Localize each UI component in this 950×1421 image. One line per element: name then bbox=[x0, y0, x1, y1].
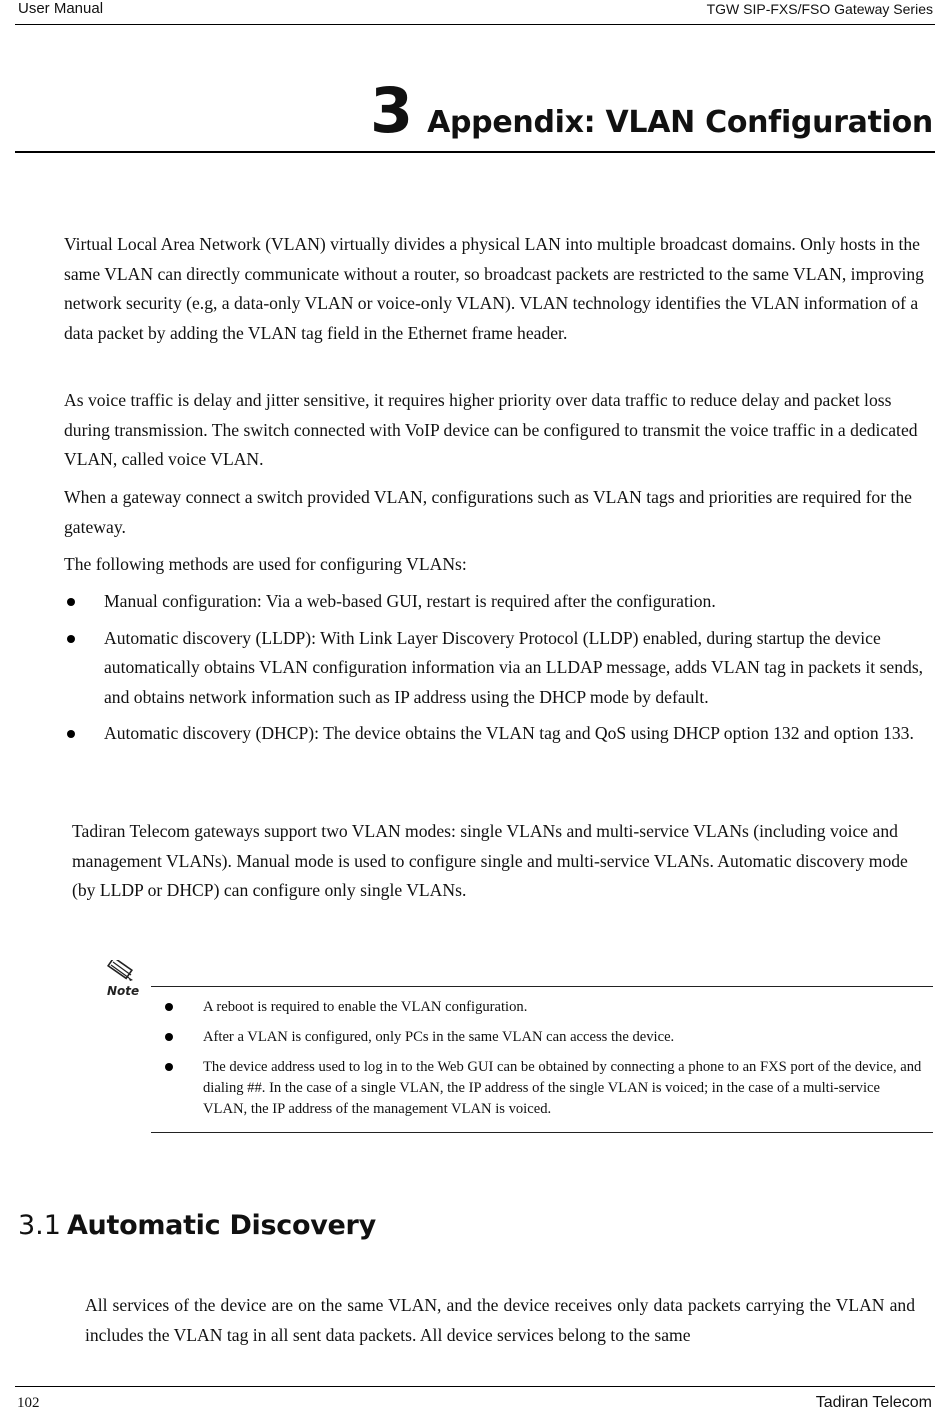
methods-list bbox=[64, 587, 924, 749]
paragraph-vlan-intro bbox=[64, 230, 924, 348]
bullet-icon bbox=[165, 1063, 173, 1071]
list-item-text: Manual configuration: Via a web-based GUI, restart is required after the configuration. bbox=[104, 591, 716, 611]
bullet-icon bbox=[165, 1003, 173, 1011]
paragraph-text: When a gateway connect a switch provided VLAN, configurations such as VLAN tags and priorities are required for the gateway. bbox=[64, 487, 912, 537]
chapter-number: 3 bbox=[369, 74, 414, 147]
note-item-text: After a VLAN is configured, only PCs in the same VLAN can access the device. bbox=[203, 1029, 675, 1045]
paragraph-voice-vlan bbox=[64, 386, 924, 475]
note-icon bbox=[105, 960, 140, 1000]
list-item bbox=[64, 624, 924, 713]
note-item-text: The device address used to log in to the Web GUI can be obtained by connecting a phone to an FXS port of the device, and dialing ##. In the case of a single VLAN, the IP address of the single VLAN is voiced; in the case of a multi-service VLAN, the IP address of the management VLAN is voiced. bbox=[203, 1059, 922, 1117]
page-header bbox=[15, 0, 935, 25]
chapter-title: Appendix: VLAN Configuration bbox=[427, 105, 933, 140]
paragraph-text: The following methods are used for configuring VLANs: bbox=[64, 554, 467, 574]
bullet-icon bbox=[165, 1033, 173, 1041]
paragraph-text: Tadiran Telecom gateways support two VLAN modes: single VLANs and multi-service VLANs (including voice and management VLANs). Manual mode is used to configure single and multi-service VLANs. Automatic discovery mode (by LLDP or DHCP) can configure only single VLANs. bbox=[72, 821, 908, 901]
list-item-text: Automatic discovery (LLDP): With Link Layer Discovery Protocol (LLDP) enabled, during startup the device automatically obtains VLAN configuration information via an LLDAP message, adds VLAN tag in packets it sends, and obtains network information such as IP address using the DHCP mode by default. bbox=[104, 627, 924, 707]
note-box bbox=[151, 986, 933, 1133]
paragraph-text: As voice traffic is delay and jitter sensitive, it requires higher priority over data traffic to reduce delay and packet loss during transmission. The switch connected with VoIP device can be configured to transmit the voice traffic in a dedicated VLAN, called voice VLAN. bbox=[64, 390, 918, 470]
section-heading bbox=[18, 1210, 376, 1241]
section-number: 3.1 bbox=[18, 1210, 61, 1241]
page-number: 102 bbox=[17, 1395, 40, 1411]
list-item bbox=[64, 719, 924, 749]
paragraph-vlan-modes bbox=[72, 817, 912, 906]
paragraph-methods-intro bbox=[64, 550, 924, 580]
paragraph-gateway-config bbox=[64, 483, 924, 542]
paragraph-text: All services of the device are on the same VLAN, and the device receives only data packets carrying the VLAN and includes the VLAN tag in all sent data packets. All device services belong to the same bbox=[85, 1295, 915, 1345]
pencil-icon bbox=[105, 960, 137, 986]
chapter-heading bbox=[15, 68, 935, 153]
footer-brand: Tadiran Telecom bbox=[815, 1394, 932, 1411]
note-item-text: A reboot is required to enable the VLAN configuration. bbox=[203, 999, 528, 1015]
note-item bbox=[163, 997, 923, 1018]
section-title: Automatic Discovery bbox=[66, 1210, 376, 1241]
list-item bbox=[64, 587, 924, 617]
paragraph-text: Virtual Local Area Network (VLAN) virtually divides a physical LAN into multiple broadcast domains. Only hosts in the same VLAN can directly communicate without a router, so broadcast packets are restricted to the same VLAN, improving network security (e.g, a data-only VLAN or voice-only VLAN). VLAN technology identifies the VLAN information of a data packet by adding the VLAN tag field in the Ethernet frame header. bbox=[64, 234, 924, 343]
note-label: Note bbox=[107, 984, 140, 998]
bullet-icon bbox=[67, 598, 75, 606]
note-item bbox=[163, 1027, 923, 1048]
page-footer bbox=[15, 1386, 935, 1421]
note-item bbox=[163, 1057, 923, 1120]
header-product-series: TGW SIP-FXS/FSO Gateway Series bbox=[706, 1, 933, 17]
bullet-icon bbox=[67, 730, 75, 738]
bullet-icon bbox=[67, 635, 75, 643]
paragraph-automatic-discovery bbox=[85, 1291, 915, 1350]
list-item-text: Automatic discovery (DHCP): The device obtains the VLAN tag and QoS using DHCP option 132 and option 133. bbox=[104, 723, 914, 744]
header-doc-type: User Manual bbox=[18, 0, 104, 17]
